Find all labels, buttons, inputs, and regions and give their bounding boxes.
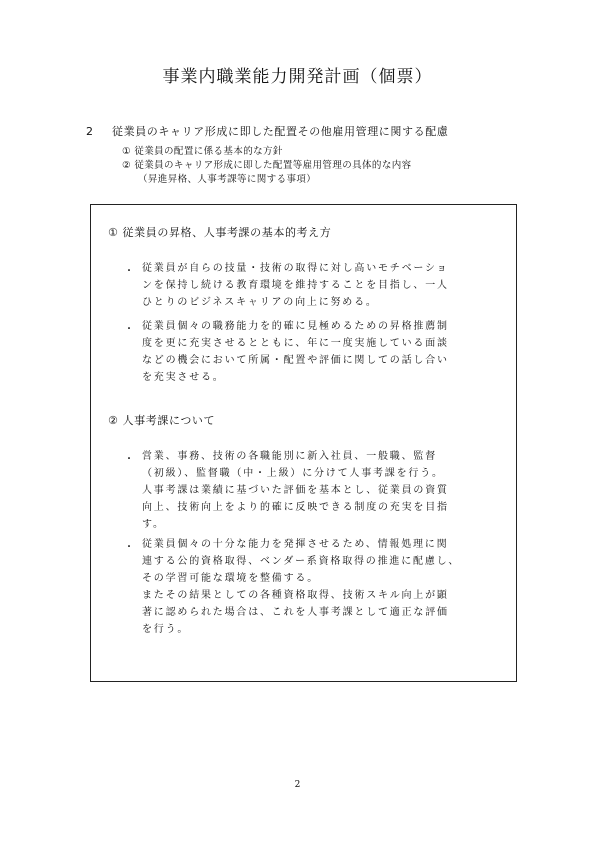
paragraph-line: を行う。 bbox=[142, 624, 190, 635]
paragraph-line: （初級）、監督職（中・上級）に分けて人事考課を行う。 bbox=[142, 468, 444, 479]
sub-item-1: ① 従業員の配置に係る基本的な方針 bbox=[122, 146, 283, 157]
paragraph-line: 連する公的資格取得、ベンダー系資格取得の推進に配慮し、 bbox=[142, 556, 461, 567]
paragraph-line: 従業員が自らの技量・技術の取得に対し高いモチベーショ bbox=[142, 263, 449, 274]
section-heading-text: 従業員のキャリア形成に即した配置その他雇用管理に関する配慮 bbox=[112, 125, 449, 138]
bullet-2: ・ bbox=[124, 324, 134, 335]
bullet-3: ・ bbox=[124, 454, 134, 465]
paragraph-line: その学習可能な環境を整備する。 bbox=[142, 573, 319, 584]
paragraph-line: 人事考課は業績に基づいた評価を基本とし、従業員の資質 bbox=[142, 485, 449, 496]
section-number: 2 bbox=[86, 125, 94, 138]
paragraph-line: 従業員個々の職務能力を的確に見極めるための昇格推薦制 bbox=[142, 321, 449, 332]
box-heading-appraisal: ② 人事考課について bbox=[108, 414, 216, 427]
bullet-1: ・ bbox=[124, 266, 134, 277]
page-number: 2 bbox=[294, 780, 301, 790]
paragraph-qualifications bbox=[142, 536, 482, 638]
box-heading-promotion: ① 従業員の昇格、人事考課の基本的考え方 bbox=[108, 226, 332, 239]
paragraph-line: 営業、事務、技術の各職能別に新入社員、一般職、監督 bbox=[142, 451, 437, 462]
paragraph-line: 従業員個々の十分な能力を発揮させるため、情報処理に関 bbox=[142, 539, 449, 550]
paragraph-line: ひとりのビジネスキャリアの向上に努める。 bbox=[142, 297, 378, 308]
paragraph-line: またその結果としての各種資格取得、技術スキル向上が顕 bbox=[142, 590, 449, 601]
paragraph-line: す。 bbox=[142, 519, 165, 530]
paragraph-line: 著に認められた場合は、これを人事考課として適正な評価 bbox=[142, 607, 449, 618]
bullet-4: ・ bbox=[124, 542, 134, 553]
paragraph-motivation bbox=[142, 260, 482, 311]
paragraph-line: 度を更に充実させるとともに、年に一度実施している面談 bbox=[142, 338, 449, 349]
sub-item-2: ② 従業員のキャリア形成に即した配置等雇用管理の具体的な内容 bbox=[122, 160, 412, 171]
paragraph-line: 向上、技術向上をより的確に反映できる制度の充実を目指 bbox=[142, 502, 449, 513]
section-heading bbox=[86, 123, 448, 139]
paragraph-line: ンを保持し続ける教育環境を維持することを目指し、一人 bbox=[142, 280, 449, 291]
page-title: 事業内職業能力開発計画（個票） bbox=[162, 67, 433, 87]
paragraph-line: などの機会において所属・配置や評価に関しての話し合い bbox=[142, 355, 449, 366]
paragraph-promotion-system bbox=[142, 318, 482, 386]
paragraph-appraisal-method bbox=[142, 448, 482, 533]
paragraph-line: を充実させる。 bbox=[142, 372, 225, 383]
sub-item-3: （昇進昇格、人事考課等に関する事項） bbox=[138, 174, 317, 185]
